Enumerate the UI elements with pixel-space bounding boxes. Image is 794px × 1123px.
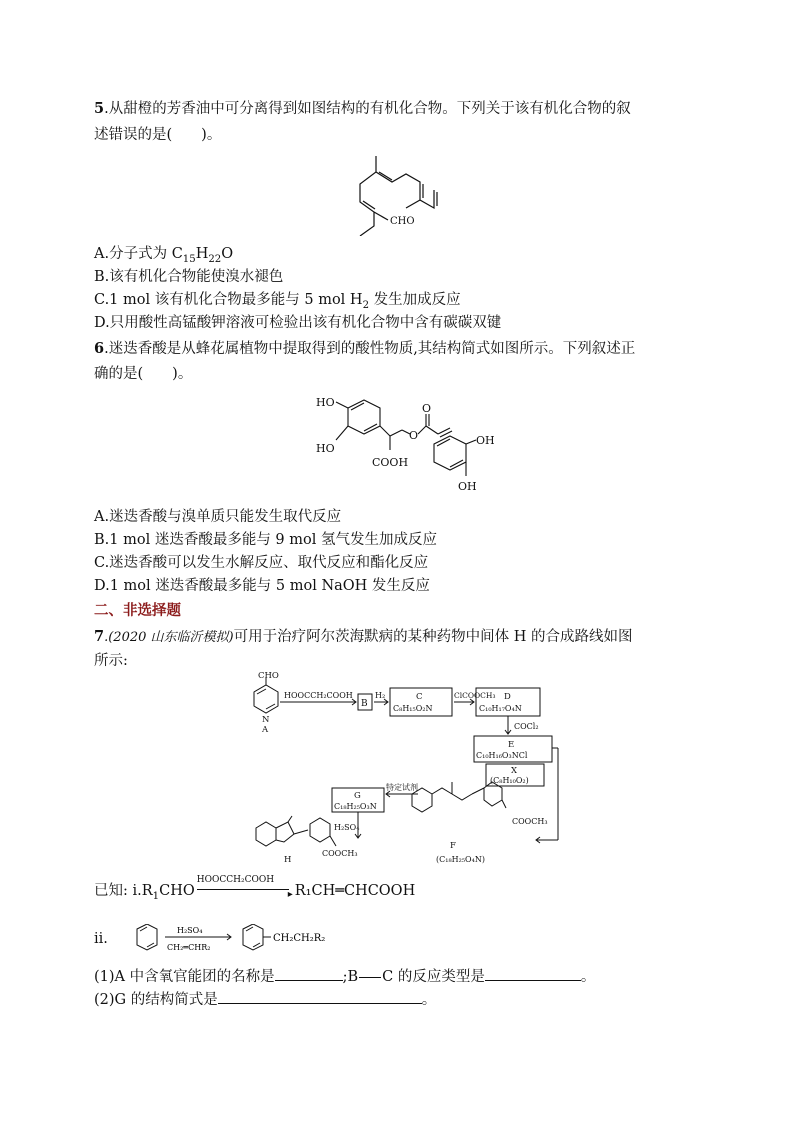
route-f-coome: COOCH₃ xyxy=(512,817,548,826)
q7-sub2-end: 。 xyxy=(421,992,437,1008)
q7-source: .(2020 山东临沂模拟) xyxy=(104,630,234,645)
route-g-formula: C₁₈H₂₅O₃N xyxy=(334,802,377,811)
route-f-label: F xyxy=(450,841,456,851)
q5-option-d: D.只用酸性高锰酸钾溶液可检验出该有机化合物中含有碳碳双键 xyxy=(94,315,502,331)
q6-option-a: A.迷迭香酸与溴单质只能发生取代反应 xyxy=(94,509,342,525)
q5-option-a-post: O xyxy=(221,246,234,262)
known-i-arrow: HOOCCH₂COOH ▸ xyxy=(197,881,293,895)
section-title: 二、非选择题 xyxy=(94,602,181,619)
route-reagent1: HOOCCH₂COOH xyxy=(284,691,353,700)
q7-number: 7 xyxy=(94,628,105,645)
route-b: B xyxy=(361,699,368,709)
route-h-label: H xyxy=(284,855,292,865)
q5-option-c-pre: C.1 mol 该有机化合物最多能与 5 mol H xyxy=(94,292,363,308)
q5-option-a-mid: H xyxy=(195,246,209,262)
q7-sub1-text-b: ;B xyxy=(342,969,359,985)
q6-oh-label-2: OH xyxy=(458,480,477,493)
q5-number: 5 xyxy=(94,100,105,117)
route-e-formula: C₁₀H₁₆O₃NCl xyxy=(476,751,528,760)
q6-ho-label-2: HO xyxy=(316,442,335,455)
known-i-sub: 1 xyxy=(152,890,160,902)
route-a-cho: CHO xyxy=(258,671,279,681)
q5-stem-line2: 述错误的是( )。 xyxy=(94,127,222,143)
q7-stem-line1 xyxy=(94,626,632,649)
route-d-label: D xyxy=(504,692,511,702)
q5-structure-diagram xyxy=(340,150,460,236)
q6-option-d: D.1 mol 迷迭香酸最多能与 5 mol NaOH 发生反应 xyxy=(94,578,430,594)
q6-carbonyl-o-label: O xyxy=(422,402,432,415)
q6-structure-diagram xyxy=(310,390,500,498)
q7-sub2 xyxy=(94,989,436,1011)
q6-stem-line2: 确的是( )。 xyxy=(94,366,193,382)
route-reagent2: H₂ xyxy=(375,691,386,700)
known-ii-reagent-bottom: CH₂═CHR₂ xyxy=(166,943,210,952)
benzene-ring-reactant xyxy=(137,924,157,950)
q7-synthesis-route xyxy=(236,670,566,870)
q6-option-b: B.1 mol 迷迭香酸最多能与 9 mol 氢气发生加成反应 xyxy=(94,532,437,548)
route-c-label: C xyxy=(416,692,423,702)
q6-cooh-label: COOH xyxy=(372,456,409,469)
q7-sub1-text-c: C 的反应类型是 xyxy=(382,969,485,985)
q6-number: 6 xyxy=(94,340,105,357)
q6-oh-label-1: OH xyxy=(476,434,495,447)
route-x-label: X xyxy=(511,766,518,776)
route-a-n: N xyxy=(262,715,270,725)
q6-ho-label-1: HO xyxy=(316,396,335,409)
q5-option-c-sub: 2 xyxy=(362,299,370,311)
q7-sub1-end: 。 xyxy=(580,969,596,985)
known-intro: 已知: ⅰ.R xyxy=(94,883,153,899)
q5-cho-label: CHO xyxy=(390,216,415,227)
q7-stem-text: 可用于治疗阿尔茨海默病的某种药物中间体 H 的合成路线如图 xyxy=(233,629,633,645)
route-g-label: G xyxy=(354,791,361,801)
known-ii xyxy=(94,924,413,954)
q7-stem-line2: 所示: xyxy=(94,653,128,669)
q6-stem-line1 xyxy=(94,338,635,360)
known-ii-reagent-top: H₂SO₄ xyxy=(176,926,202,935)
q5-option-a-pre: A.分子式为 C xyxy=(94,246,183,262)
known-ii-product: CH₂CH₂R₂ xyxy=(272,933,325,944)
route-reagent3: ClCOOCH₃ xyxy=(454,691,496,700)
known-i-product: R₁CH═CHCOOH xyxy=(294,883,416,899)
q6-ester-o-label: O xyxy=(409,429,419,442)
known-i xyxy=(94,875,416,908)
q7-sub1-answer-blank-2[interactable] xyxy=(485,966,581,981)
q7-sub1-text-a: (1)A 中含氧官能团的名称是 xyxy=(94,969,275,985)
q7-sub2-answer-blank[interactable] xyxy=(218,989,422,1004)
route-e-label: E xyxy=(508,740,515,750)
route-h-coome: COOCH₃ xyxy=(322,849,358,858)
q6-stem-text: .迷迭香酸是从蜂花属植物中提取得到的酸性物质,其结构简式如图所示。下列叙述正 xyxy=(104,341,636,357)
q5-stem-line1 xyxy=(94,98,631,120)
q7-sub1-arrow xyxy=(359,977,381,978)
benzene-ring-product xyxy=(243,924,263,950)
q7-sub1 xyxy=(94,966,595,988)
known-i-cho: CHO xyxy=(159,883,195,899)
route-reagent4: COCl₂ xyxy=(514,722,539,731)
known-i-reagent: HOOCCH₂COOH xyxy=(196,875,275,885)
q5-option-c-post: 发生加成反应 xyxy=(369,292,461,308)
route-reagent5: 特定试剂 xyxy=(386,783,418,792)
q5-option-a-sub2: 22 xyxy=(208,253,222,265)
route-reagent6: H₂SO₄ xyxy=(334,823,360,832)
route-a-label: A xyxy=(262,725,269,735)
known-ii-diagram xyxy=(113,924,413,954)
route-d-formula: C₁₀H₁₇O₄N xyxy=(479,704,522,713)
q6-option-c: C.迷迭香酸可以发生水解反应、取代反应和酯化反应 xyxy=(94,555,429,571)
q5-option-a-sub1: 15 xyxy=(182,253,196,265)
q7-sub2-text: (2)G 的结构简式是 xyxy=(94,992,218,1008)
q5-option-b: B.该有机化合物能使溴水褪色 xyxy=(94,269,284,285)
known-ii-label: ⅱ. xyxy=(94,931,108,947)
route-x-formula: (C₈H₁₀O₂) xyxy=(490,776,529,785)
q7-sub1-answer-blank-1[interactable] xyxy=(275,966,343,981)
route-c-formula: C₈H₁₅O₂N xyxy=(393,704,433,713)
route-f-formula: (C₁₈H₂₅O₄N) xyxy=(436,855,485,864)
q5-stem-text: .从甜橙的芳香油中可分离得到如图结构的有机化合物。下列关于该有机化合物的叙 xyxy=(104,101,631,117)
